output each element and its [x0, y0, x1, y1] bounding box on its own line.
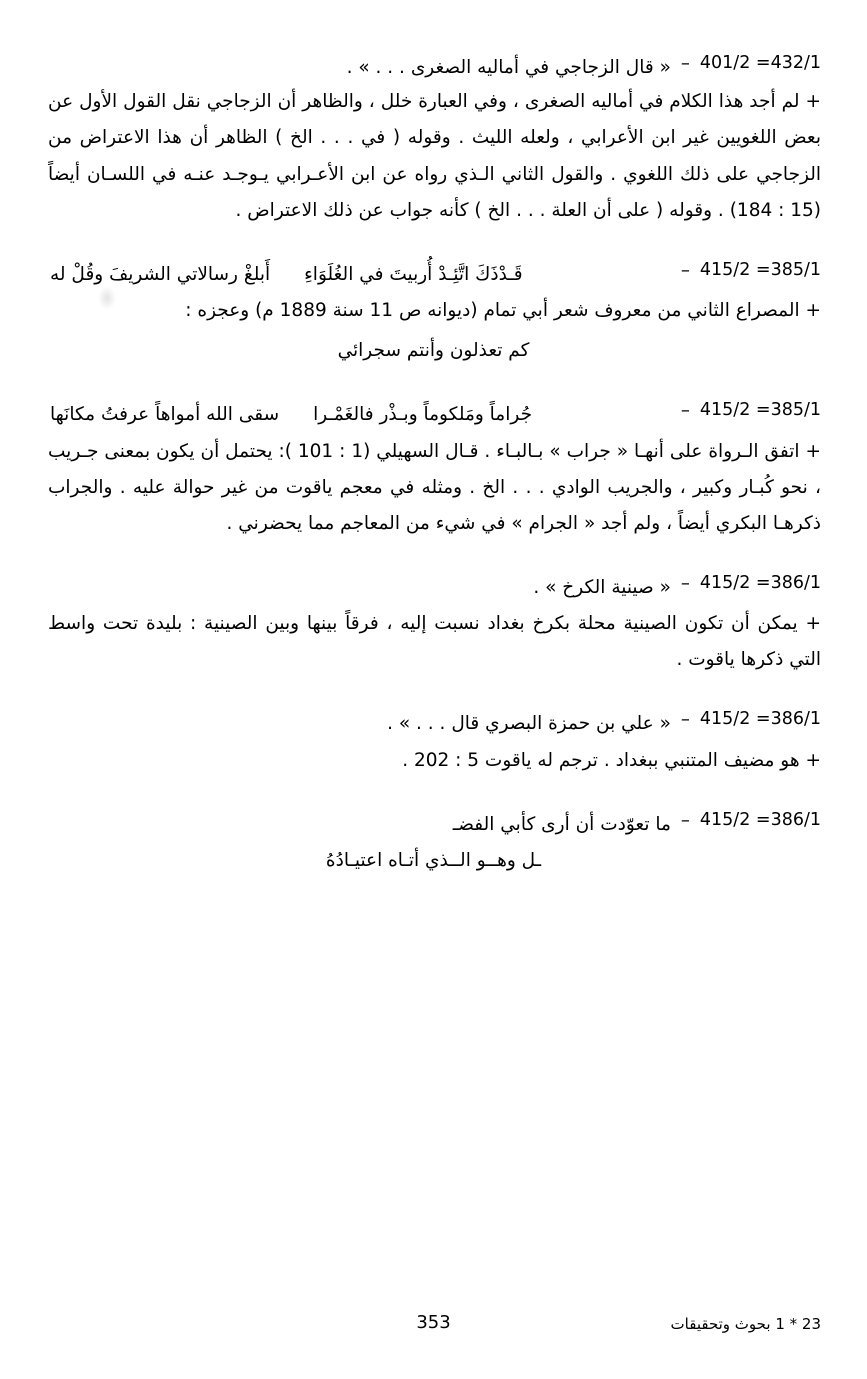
entry-3-verse [46, 399, 671, 431]
entry-4-reference: 415/2 =386/1 [699, 572, 821, 593]
entry-2-dash: – [680, 259, 690, 281]
entry-3-verse-segment-1: جُراماً ومَلكوماً وبـذْر فالغَمْـرا [313, 404, 533, 426]
entry-2-body: + المصراع الثاني من معروف شعر أبي تمام (ديوانه ص 11 سنة 1889 م) وعجزه : [185, 300, 821, 321]
page-footer [46, 1312, 821, 1333]
entry-1-reference: 401/2 =432/1 [699, 53, 821, 73]
entry-6-dash: – [680, 809, 690, 831]
entry-3-dash: – [680, 400, 690, 422]
entry-4-headline: « صينية الكرخ » . [533, 576, 671, 598]
entry-4-body: + يمكن أن تكون الصينية محلة بكرخ بغداد نسبت إليه ، فرقاً بينها وبين الصينية : بليدة تحت واسط التي ذكرها ياقوت . [48, 613, 821, 671]
entry-1 [46, 52, 821, 229]
entry-2-verse [46, 259, 671, 291]
entry-3-body: + اتفق الـرواة على أنهـا « جراب » بـالبـاء . قـال السهيلي (1 : 101 ): يحتمل أن يكون بمعنى جـريب ، نحو كُبـار وكبير ، والجريب الوادي . . . الخ . ومثله في معجم ياقوت من غير حوالة عليه . والجراب ذكرهـا البكري أيضاً ، ولم أجد « الجرام » في شيء من المعاجم مما يحضرني . [48, 440, 821, 534]
entry-3 [46, 399, 821, 542]
entry-5 [46, 708, 821, 778]
entry-5-reference: 415/2 =386/1 [699, 709, 821, 730]
entry-1-head [46, 52, 821, 84]
entry-5-headline: « علي بن حمزة البصري قال . . . » . [387, 713, 671, 735]
entry-4-dash: – [680, 572, 690, 594]
entry-2-verse-segment-1: قَـدْذَكَ اتَّئِـدْ أُربيتَ في الغُلَوَاءِ [304, 263, 523, 285]
entry-3-reference: 415/2 =385/1 [699, 400, 821, 421]
entry-4 [46, 572, 821, 679]
entry-5-dash: – [680, 709, 690, 731]
entry-6-reference: 415/2 =386/1 [699, 809, 821, 830]
page-smudge [98, 286, 116, 310]
entry-1-headline: « قال الزجاجي في أماليه الصغرى . . . » . [346, 57, 671, 78]
entry-6-headline: ما تعوّدت أن أرى كأبي الفضـ [452, 813, 671, 835]
entry-6-continuation: ـل وهــو الــذي أتـاه اعتيـادُهُ [325, 850, 542, 871]
entry-2 [46, 259, 821, 370]
page-number: 353 [416, 1312, 451, 1333]
entry-2-centered-verse: كم تعذلون وأنتم سجرائي [337, 340, 530, 362]
entry-2-reference: 415/2 =385/1 [699, 259, 821, 280]
entry-6-head [46, 809, 821, 841]
entry-3-verse-segment-2: سقى الله أمواهاً عرفتُ مكانَها [50, 404, 280, 426]
footer-note: 23 * 1 بحوث وتحقيقات [670, 1315, 821, 1333]
entry-5-head [46, 708, 821, 740]
entry-1-dash: – [680, 53, 690, 74]
entry-1-body: + لم أجد هذا الكلام في أماليه الصغرى ، وفي العبارة خلل ، والظاهر أن الزجاجي نقل القول الأول عن بعض اللغويين غير ابن الأعرابي ، ولعله الليث . وقوله ( في . . . الخ ) الظاهر أن هذا الاعتراض من الزجاجي على ذلك اللغوي . والقول الثاني الـذي رواه عن ابن الأعـرابي يـوجـد عنـه في اللسـان أيضاً (15 : 184) . وقوله ( على أن العلة . . . الخ ) كأنه جواب عن ذلك الاعتراض . [48, 91, 821, 221]
entry-3-head [46, 399, 821, 431]
entry-2-verse-segment-2: أَبلغْ رسالاتي الشريفَ وقُلْ له [50, 263, 271, 285]
entry-2-head [46, 259, 821, 291]
entry-4-head [46, 572, 821, 604]
entry-6 [46, 809, 821, 879]
entry-5-body: + هو مضيف المتنبي ببغداد . ترجم له ياقوت 5 : 202 . [402, 749, 821, 771]
